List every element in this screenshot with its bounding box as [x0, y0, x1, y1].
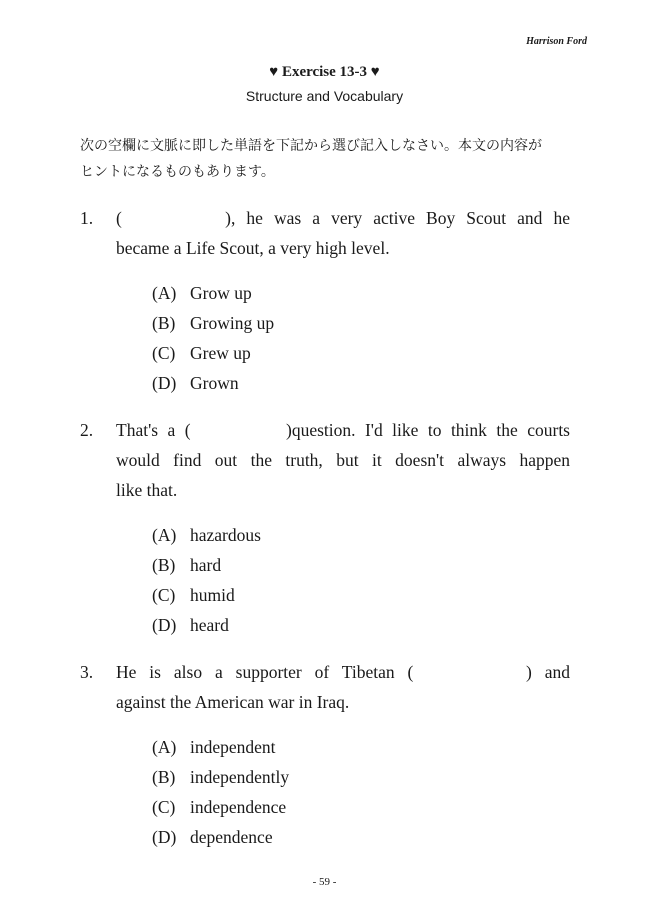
question-2-options [152, 520, 261, 640]
option-c [152, 338, 274, 368]
question-number: 3. [80, 662, 94, 682]
exercise-title: ♥ Exercise 13-3 ♥ [269, 64, 380, 80]
option-text: hard [190, 555, 222, 575]
option-letter: (C) [152, 585, 176, 605]
option-letter: (B) [152, 555, 176, 575]
question-text-line-2: would find out the truth, but it doesn't always happen [116, 450, 570, 470]
option-text: dependence [190, 827, 273, 847]
option-letter: (B) [152, 313, 176, 333]
option-letter: (C) [152, 797, 176, 817]
option-text: humid [190, 585, 235, 605]
instructions-line-2: ヒントになるものもあります。 [80, 164, 275, 180]
option-b [152, 550, 261, 580]
option-c [152, 580, 261, 610]
instructions [80, 133, 580, 185]
question-text-line-2: became a Life Scout, a very high level. [116, 238, 390, 258]
option-b [152, 308, 274, 338]
question-number: 2. [80, 420, 94, 440]
instructions-line-1: 次の空欄に文脈に即した単語を下記から選び記入しなさい。本文の内容が [80, 138, 542, 154]
option-b [152, 762, 289, 792]
option-a [152, 520, 261, 550]
page-number: - 59 - [312, 876, 337, 888]
option-letter: (B) [152, 767, 176, 787]
option-text: independence [190, 797, 287, 817]
question-text-line-2: against the American war in Iraq. [116, 692, 350, 712]
option-text: independent [190, 737, 276, 757]
question-3-options [152, 732, 289, 852]
option-text: Grown [190, 373, 239, 393]
question-2 [80, 415, 570, 505]
option-letter: (D) [152, 827, 177, 847]
question-number: 1. [80, 208, 94, 228]
option-text: Grew up [190, 343, 251, 363]
option-letter: (D) [152, 373, 177, 393]
question-text-line-1: That's a ( )question. I'd like to think the courts [116, 420, 570, 440]
question-1-options [152, 278, 274, 398]
option-letter: (D) [152, 615, 177, 635]
question-text-line-1: ( ), he was a very active Boy Scout and he [116, 208, 570, 228]
question-3 [80, 657, 570, 717]
option-d [152, 610, 261, 640]
question-text-line-3: like that. [116, 480, 178, 500]
question-text-line-1: He is also a supporter of Tibetan ( ) and [116, 662, 570, 682]
option-text: Grow up [190, 283, 252, 303]
header-author-name: Harrison Ford [526, 36, 587, 47]
option-a [152, 278, 274, 308]
option-c [152, 792, 289, 822]
option-d [152, 822, 289, 852]
option-letter: (A) [152, 737, 177, 757]
option-a [152, 732, 289, 762]
option-text: independently [190, 767, 290, 787]
option-letter: (A) [152, 283, 177, 303]
option-text: Growing up [190, 313, 275, 333]
option-letter: (A) [152, 525, 177, 545]
exercise-subtitle: Structure and Vocabulary [245, 88, 404, 104]
option-text: hazardous [190, 525, 261, 545]
option-text: heard [190, 615, 229, 635]
option-letter: (C) [152, 343, 176, 363]
option-d [152, 368, 274, 398]
question-1 [80, 203, 570, 263]
